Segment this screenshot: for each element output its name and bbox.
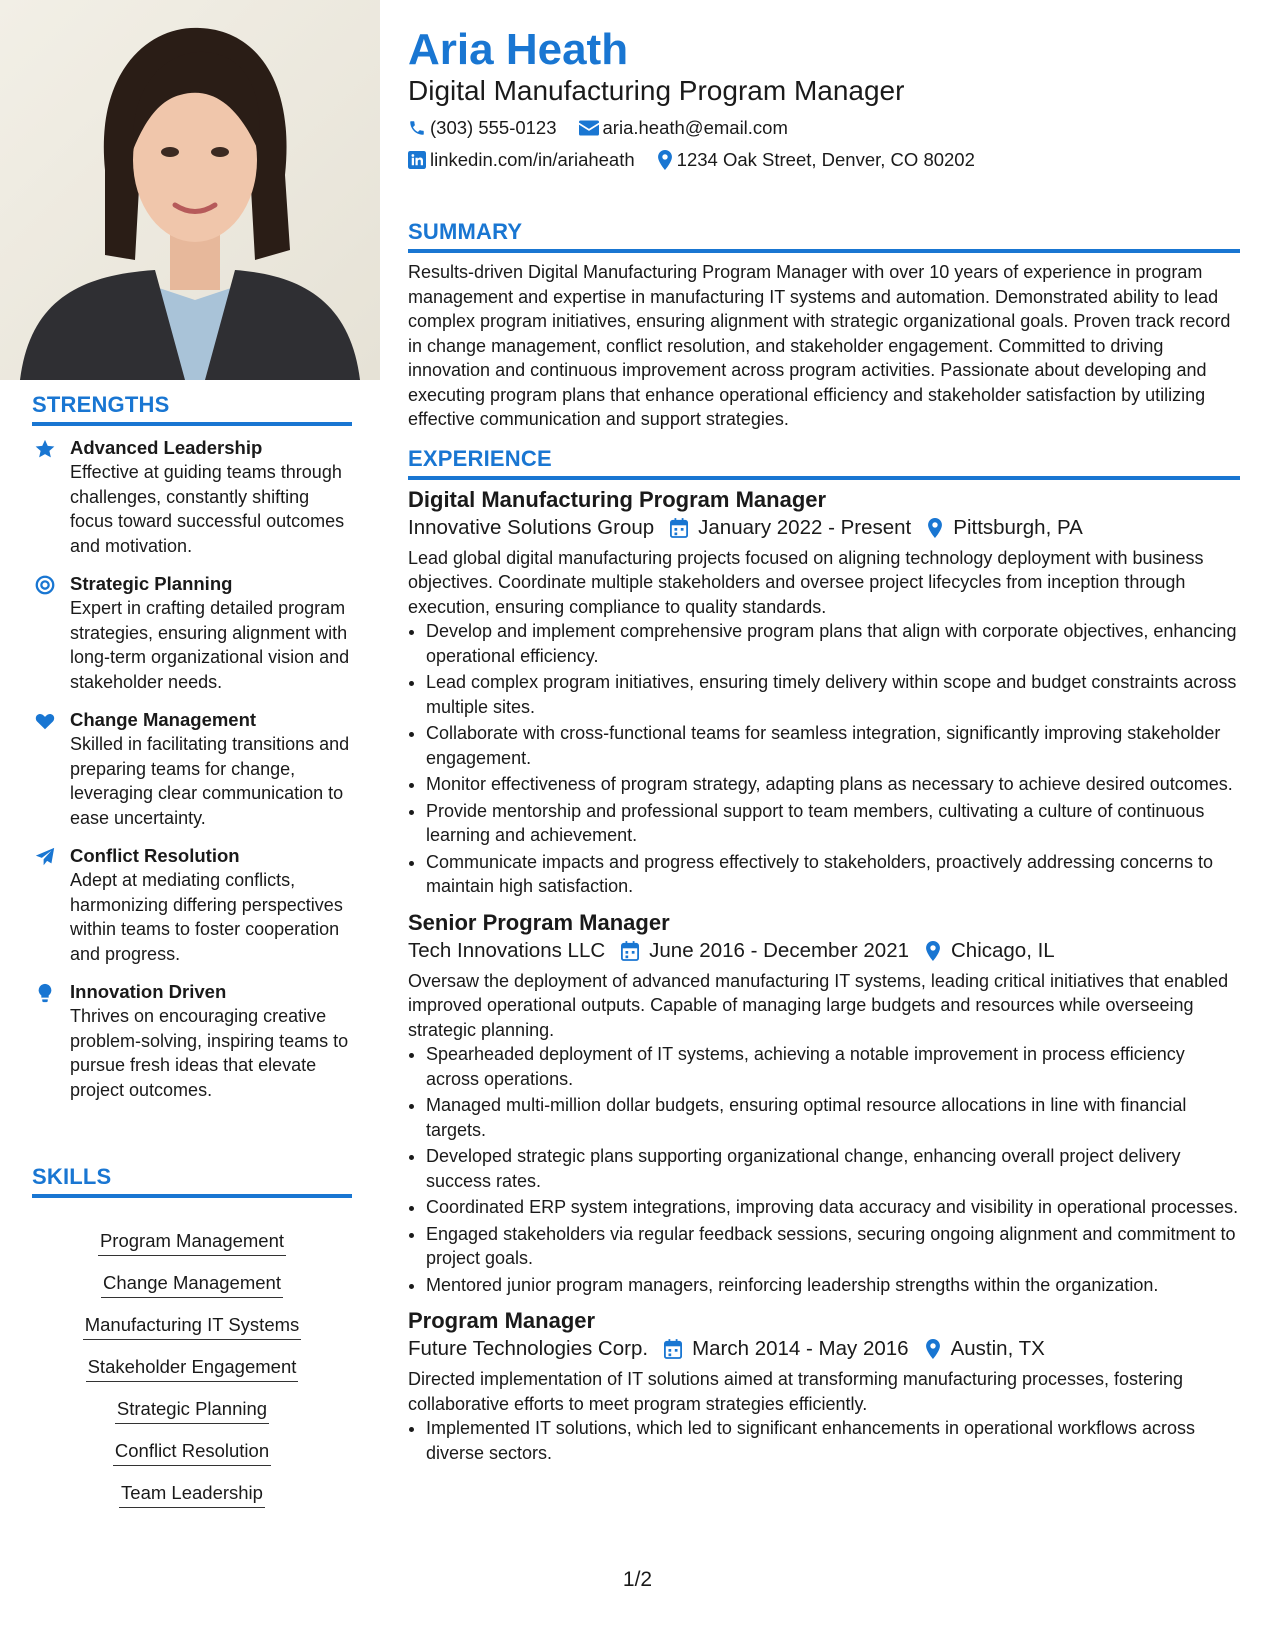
job-bullet: • Communicate impacts and progress effectively to stakeholders, proactively addressing concerns to maintain high satisfaction.: [426, 850, 1240, 899]
job-bullet: • Provide mentorship and professional support to team members, cultivating a culture of continuous learning and achievement.: [426, 799, 1240, 848]
map-pin-icon: [927, 518, 943, 538]
job-bullet: • Develop and implement comprehensive program plans that align with corporate objectives, enhancing operational efficiency.: [426, 619, 1240, 668]
job-dates-wrap: [670, 514, 911, 542]
map-pin-icon: [925, 941, 941, 961]
contact-row-2: [408, 148, 1240, 172]
map-pin-icon: [925, 1339, 941, 1359]
job-company: Future Technologies Corp.: [408, 1337, 649, 1360]
job-dates: March 2014 - May 2016: [692, 1337, 909, 1360]
strength-item: [32, 708, 352, 830]
target-icon: [34, 574, 56, 596]
job-bullet: • Lead complex program initiatives, ensuring timely delivery within scope and budget constraints across multiple sites.: [426, 670, 1240, 719]
email-text[interactable]: aria.heath@email.com: [602, 117, 788, 138]
job-dates-wrap: [664, 1335, 909, 1363]
job-entry: [408, 486, 1240, 899]
phone-contact: [408, 116, 557, 140]
linkedin-text[interactable]: linkedin.com/in/ariaheath: [430, 149, 635, 170]
strength-desc: Thrives on encouraging creative problem-solving, inspiring teams to pursue fresh ideas that elevate project outcomes.: [70, 1006, 349, 1100]
experience-heading: EXPERIENCE: [408, 446, 1240, 480]
job-dates-wrap: [621, 937, 909, 965]
strength-desc: Expert in crafting detailed program strategies, ensuring alignment with long-term organizational vision and stakeholder needs.: [70, 598, 350, 692]
job-bullet: • Managed multi-million dollar budgets, ensuring optimal resource allocations in line with financial targets.: [426, 1093, 1240, 1142]
address-text: 1234 Oak Street, Denver, CO 80202: [676, 149, 975, 170]
profile-photo: [0, 0, 380, 380]
job-entry: [408, 909, 1240, 1298]
left-column: [0, 0, 380, 1650]
strength-item: [32, 844, 352, 966]
summary-heading: SUMMARY: [408, 219, 1240, 253]
job-meta: [408, 1335, 1240, 1363]
strength-item: [32, 980, 352, 1102]
calendar-icon: [670, 518, 688, 538]
job-dates: June 2016 - December 2021: [649, 938, 909, 962]
job-location-wrap: [925, 937, 1055, 965]
strength-title: Conflict Resolution: [70, 845, 240, 866]
skills-heading: SKILLS: [32, 1164, 352, 1198]
envelope-icon: [579, 120, 599, 136]
calendar-icon: [664, 1339, 682, 1359]
linkedin-icon: [408, 151, 426, 169]
summary-text: Results-driven Digital Manufacturing Program Manager with over 10 years of experience in program management and expertise in manufacturing IT systems and automation. Demonstrated ability to lead complex program initiatives, ensuring alignment with strategic organizational goals. Proven track record in change management, conflict resolution, and stakeholder engagement. Committed to driving innovation and continuous improvement across program activities. Passionate about developing and executing program plans that enhance operational efficiency and stakeholder satisfaction by utilizing effective communication and support strategies.: [408, 262, 1231, 429]
strength-title: Advanced Leadership: [70, 437, 263, 458]
strength-item: [32, 436, 352, 558]
strength-title: Change Management: [70, 709, 257, 730]
strengths-heading: STRENGTHS: [32, 392, 352, 426]
contact-row-1: [408, 116, 1240, 140]
job-description: Lead global digital manufacturing projects focused on aligning technology deployment with business objectives. Coordinate multiple stakeholders and oversee project lifecycles from inception through execution, ensuring compliance to quality standards.: [408, 547, 1204, 617]
strength-desc: Skilled in facilitating transitions and preparing teams for change, leveraging clear communication to ease uncertainty.: [70, 734, 350, 828]
job-location-wrap: [927, 514, 1083, 542]
map-pin-icon: [657, 150, 673, 170]
job-title: Program Manager: [408, 1308, 596, 1333]
job-title: Digital Manufacturing Program Manager: [408, 486, 827, 512]
job-meta: [408, 514, 1240, 542]
right-column: [408, 0, 1240, 1467]
job-company: Innovative Solutions Group: [408, 515, 655, 539]
skill-item: Conflict Resolution: [32, 1440, 352, 1466]
heart-icon: [34, 710, 56, 732]
job-bullet: • Collaborate with cross-functional teams for seamless integration, significantly improving stakeholder engagement.: [426, 721, 1240, 770]
job-dates: January 2022 - Present: [698, 515, 912, 539]
skill-item: Program Management: [32, 1230, 352, 1256]
job-bullets: [408, 619, 1240, 899]
job-location: Pittsburgh, PA: [953, 515, 1083, 539]
job-bullet: • Mentored junior program managers, reinforcing leadership strengths within the organization.: [426, 1273, 1240, 1298]
address-contact: [657, 148, 975, 172]
job-location-wrap: [925, 1335, 1045, 1363]
strength-title: Strategic Planning: [70, 573, 233, 594]
strength-title: Innovation Driven: [70, 981, 227, 1002]
strengths-list: [32, 436, 352, 1102]
job-meta: [408, 937, 1240, 965]
job-location: Austin, TX: [950, 1337, 1045, 1360]
job-entry: [408, 1307, 1240, 1465]
phone-text: (303) 555-0123: [430, 117, 557, 138]
email-contact[interactable]: [579, 116, 788, 140]
job-bullets: [408, 1416, 1240, 1465]
job-description: Oversaw the deployment of advanced manufacturing IT systems, leading critical initiatives that enabled improved operational outputs. Capable of managing large budgets and resources while overseeing strategic planning.: [408, 970, 1229, 1040]
paper-plane-icon: [34, 846, 56, 868]
page-number: 1/2: [622, 1568, 653, 1591]
job-title: Senior Program Manager: [408, 909, 670, 935]
strength-desc: Effective at guiding teams through challenges, constantly shifting focus toward successful outcomes and motivation.: [70, 462, 345, 556]
star-icon: [34, 438, 56, 460]
candidate-name: Aria Heath: [408, 25, 629, 74]
job-headline: Digital Manufacturing Program Manager: [408, 75, 905, 106]
skill-item: Stakeholder Engagement: [32, 1356, 352, 1382]
job-company: Tech Innovations LLC: [408, 938, 606, 962]
skill-item: Strategic Planning: [32, 1398, 352, 1424]
skill-item: Manufacturing IT Systems: [32, 1314, 352, 1340]
skill-item: Team Leadership: [32, 1482, 352, 1508]
linkedin-contact[interactable]: [408, 148, 635, 172]
job-location: Chicago, IL: [951, 938, 1055, 962]
lightbulb-icon: [34, 982, 56, 1004]
job-bullet: • Spearheaded deployment of IT systems, achieving a notable improvement in process efficiency across operations.: [426, 1042, 1240, 1091]
job-bullet: • Engaged stakeholders via regular feedback sessions, securing ongoing alignment and commitment to project goals.: [426, 1222, 1240, 1271]
job-bullet: • Coordinated ERP system integrations, improving data accuracy and visibility in operational processes.: [426, 1195, 1240, 1220]
phone-icon: [408, 119, 426, 137]
job-bullet: • Monitor effectiveness of program strategy, adapting plans as necessary to achieve desired outcomes.: [426, 772, 1240, 797]
strength-desc: Adept at mediating conflicts, harmonizing differing perspectives within teams to foster cooperation and progress.: [70, 870, 343, 964]
skills-list: [32, 1230, 352, 1508]
job-bullet: • Developed strategic plans supporting organizational change, enhancing overall project delivery success rates.: [426, 1144, 1240, 1193]
calendar-icon: [621, 941, 639, 961]
skill-item: Change Management: [32, 1272, 352, 1298]
job-bullet: • Implemented IT solutions, which led to significant enhancements in operational workflows across diverse sectors.: [426, 1416, 1240, 1465]
job-description: Directed implementation of IT solutions aimed at transforming manufacturing processes, fostering collaborative efforts to meet program strategies efficiently.: [408, 1369, 1184, 1414]
job-bullets: [408, 1042, 1240, 1297]
strength-item: [32, 572, 352, 694]
